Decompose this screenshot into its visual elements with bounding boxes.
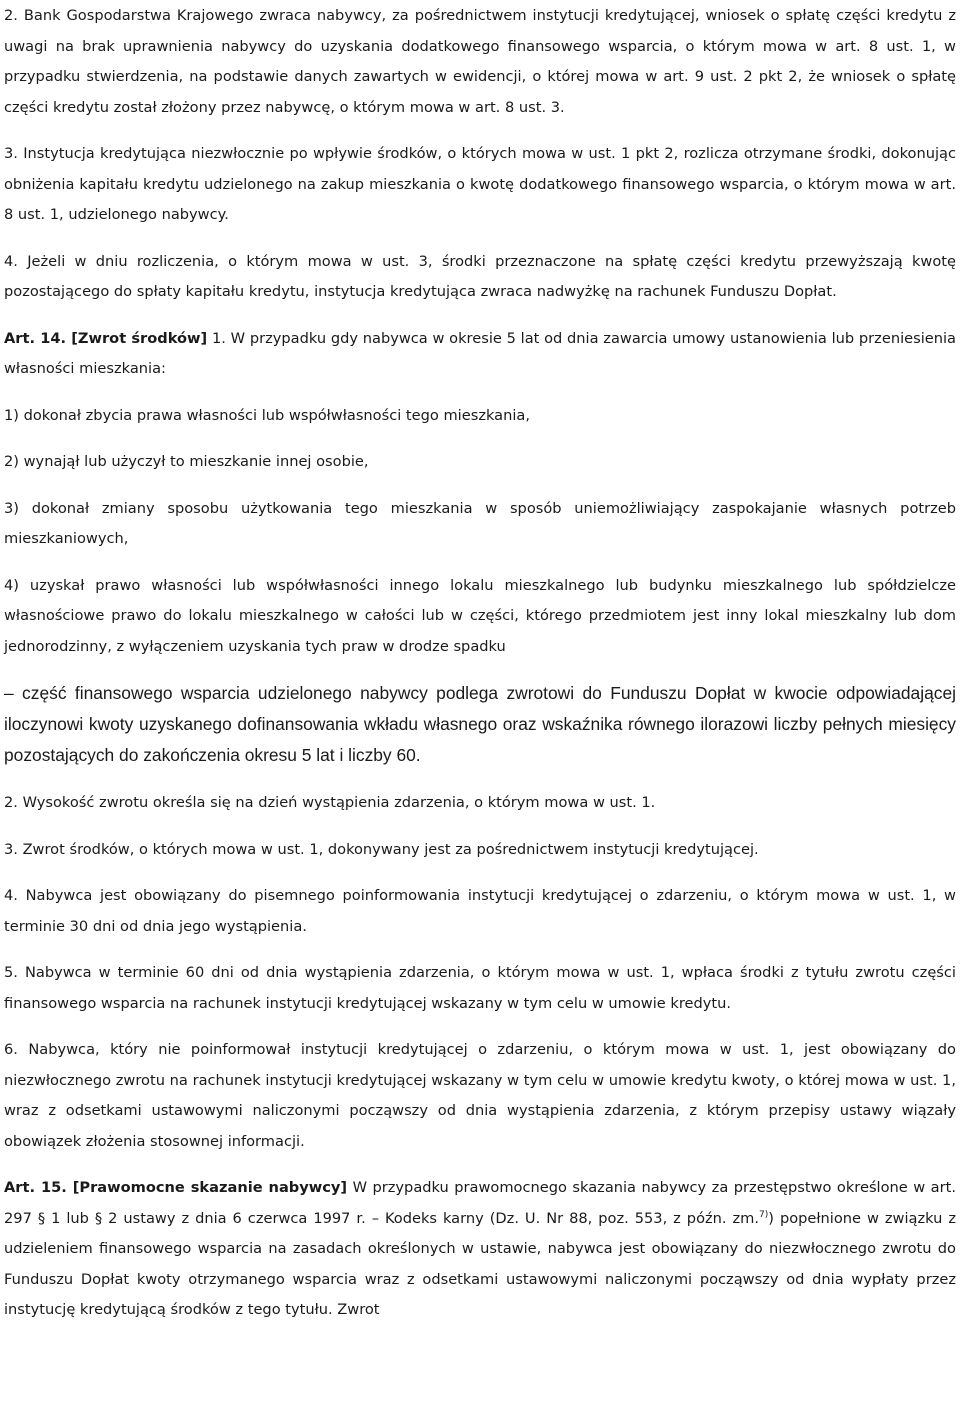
art-14-section-5: 5. Nabywca w terminie 60 dni od dnia wystąpienia zdarzenia, o którym mowa w ust. 1, wpłaca środki z tytułu zwrotu części finansowego wsparcia na rachunek instytucji kredytującej wskazany w tym celu w umowie kredytu. bbox=[4, 964, 956, 1012]
list-item-1: 1) dokonał zbycia prawa własności lub współwłasności tego mieszkania, bbox=[4, 406, 531, 424]
art-15-text-a: W przypadku prawomocnego skazania nabywcy za przestępstwo określone w art. 297 § 1 lub § 2 ustawy z dnia 6 czerwca 1997 r. – Kodeks karny (Dz. U. Nr 88, poz. 553, z późn. zm. bbox=[4, 1179, 956, 1227]
list-item-3: 3) dokonał zmiany sposobu użytkowania tego mieszkania w sposób uniemożliwiający zaspokajanie własnych potrzeb mieszkaniowych, bbox=[4, 499, 956, 547]
list-item-2: 2) wynajął lub użyczył to mieszkanie innej osobie, bbox=[4, 453, 369, 470]
art-15-heading: Art. 15. [Prawomocne skazanie nabywcy] bbox=[4, 1179, 348, 1197]
paragraph-4: 4. Jeżeli w dniu rozliczenia, o którym mowa w ust. 3, środki przeznaczone na spłatę części kredytu przewyższają kwotę pozostającego do spłaty kapitału kredytu, instytucja kredytująca zwraca nadwyżkę na rachunek Funduszu Dopłat. bbox=[4, 252, 956, 300]
art-14-paragraph-1 bbox=[4, 324, 956, 385]
dash-clause: – część finansowego wsparcia udzielonego nabywcy podlega zwrotowi do Funduszu Dopłat w kwocie odpowiadającej iloczynowi kwoty uzyskanego dofinansowania wkładu własnego oraz wskaźnika równego ilorazowi liczby pełnych miesięcy pozostających do zakończenia okresu 5 lat i liczby 60. bbox=[4, 683, 956, 765]
art-15-paragraph bbox=[4, 1173, 956, 1326]
art-14-text: 1. W przypadku gdy nabywca w okresie 5 lat od dnia zawarcia umowy ustanowienia lub przeniesienia własności mieszkania: bbox=[4, 329, 956, 377]
art-14-section-6: 6. Nabywca, który nie poinformował instytucji kredytującej o zdarzeniu, o którym mowa w ust. 1, jest obowiązany do niezwłocznego zwrotu na rachunek instytucji kredytującej wskazany w tym celu w umowie kredytu kwoty, o której mowa w ust. 1, wraz z odsetkami ustawowymi naliczonymi począwszy od dnia wystąpienia zdarzenia, z którym przepisy ustawy wiązały obowiązek złożenia stosownej informacji. bbox=[4, 1041, 956, 1150]
footnote-ref: 7) bbox=[759, 1210, 769, 1221]
list-item-4: 4) uzyskał prawo własności lub współwłasności innego lokalu mieszkalnego lub budynku mieszkalnego lub spółdzielcze własnościowe prawo do lokalu mieszkalnego w całości lub w części, którego przedmiotem jest inny lokal mieszkalny lub dom jednorodzinny, z wyłączeniem uzyskania tych praw w drodze spadku bbox=[4, 576, 956, 655]
document-page bbox=[4, 0, 956, 1326]
paragraph-3: 3. Instytucja kredytująca niezwłocznie po wpływie środków, o których mowa w ust. 1 pkt 2, rozlicza otrzymane środki, dokonując obniżenia kapitału kredytu udzielonego na zakup mieszkania o kwotę dodatkowego finansowego wsparcia, o którym mowa w art. 8 ust. 1, udzielonego nabywcy. bbox=[4, 145, 956, 223]
art-14-section-4: 4. Nabywca jest obowiązany do pisemnego poinformowania instytucji kredytującej o zdarzeniu, o którym mowa w ust. 1, w terminie 30 dni od dnia jego wystąpienia. bbox=[4, 887, 956, 935]
art-14-heading: Art. 14. [Zwrot środków] bbox=[4, 329, 208, 347]
art-14-section-3: 3. Zwrot środków, o których mowa w ust. 1, dokonywany jest za pośrednictwem instytucji kredytującej. bbox=[4, 840, 759, 858]
paragraph-2: 2. Bank Gospodarstwa Krajowego zwraca nabywcy, za pośrednictwem instytucji kredytującej, wniosek o spłatę części kredytu z uwagi na brak uprawnienia nabywcy do uzyskania dodatkowego finansowego wsparcia, o którym mowa w art. 8 ust. 1, w przypadku stwierdzenia, na podstawie danych zawartych w ewidencji, o której mowa w art. 9 ust. 2 pkt 2, że wniosek o spłatę części kredytu został złożony przez nabywcę, o którym mowa w art. 8 ust. 3. bbox=[4, 7, 956, 116]
art-15-text-b: ) popełnione w związku z udzieleniem finansowego wsparcia na zasadach określonych w ustawie, nabywca jest obowiązany do niezwłocznego zwrotu do Funduszu Dopłat kwoty otrzymanego wsparcia wraz z odsetkami ustawowymi naliczonymi począwszy od dnia wypłaty przez instytucję kredytującą środków z tego tytułu. Zwrot bbox=[4, 1209, 956, 1319]
art-14-section-2: 2. Wysokość zwrotu określa się na dzień wystąpienia zdarzenia, o którym mowa w ust. 1. bbox=[4, 794, 656, 812]
